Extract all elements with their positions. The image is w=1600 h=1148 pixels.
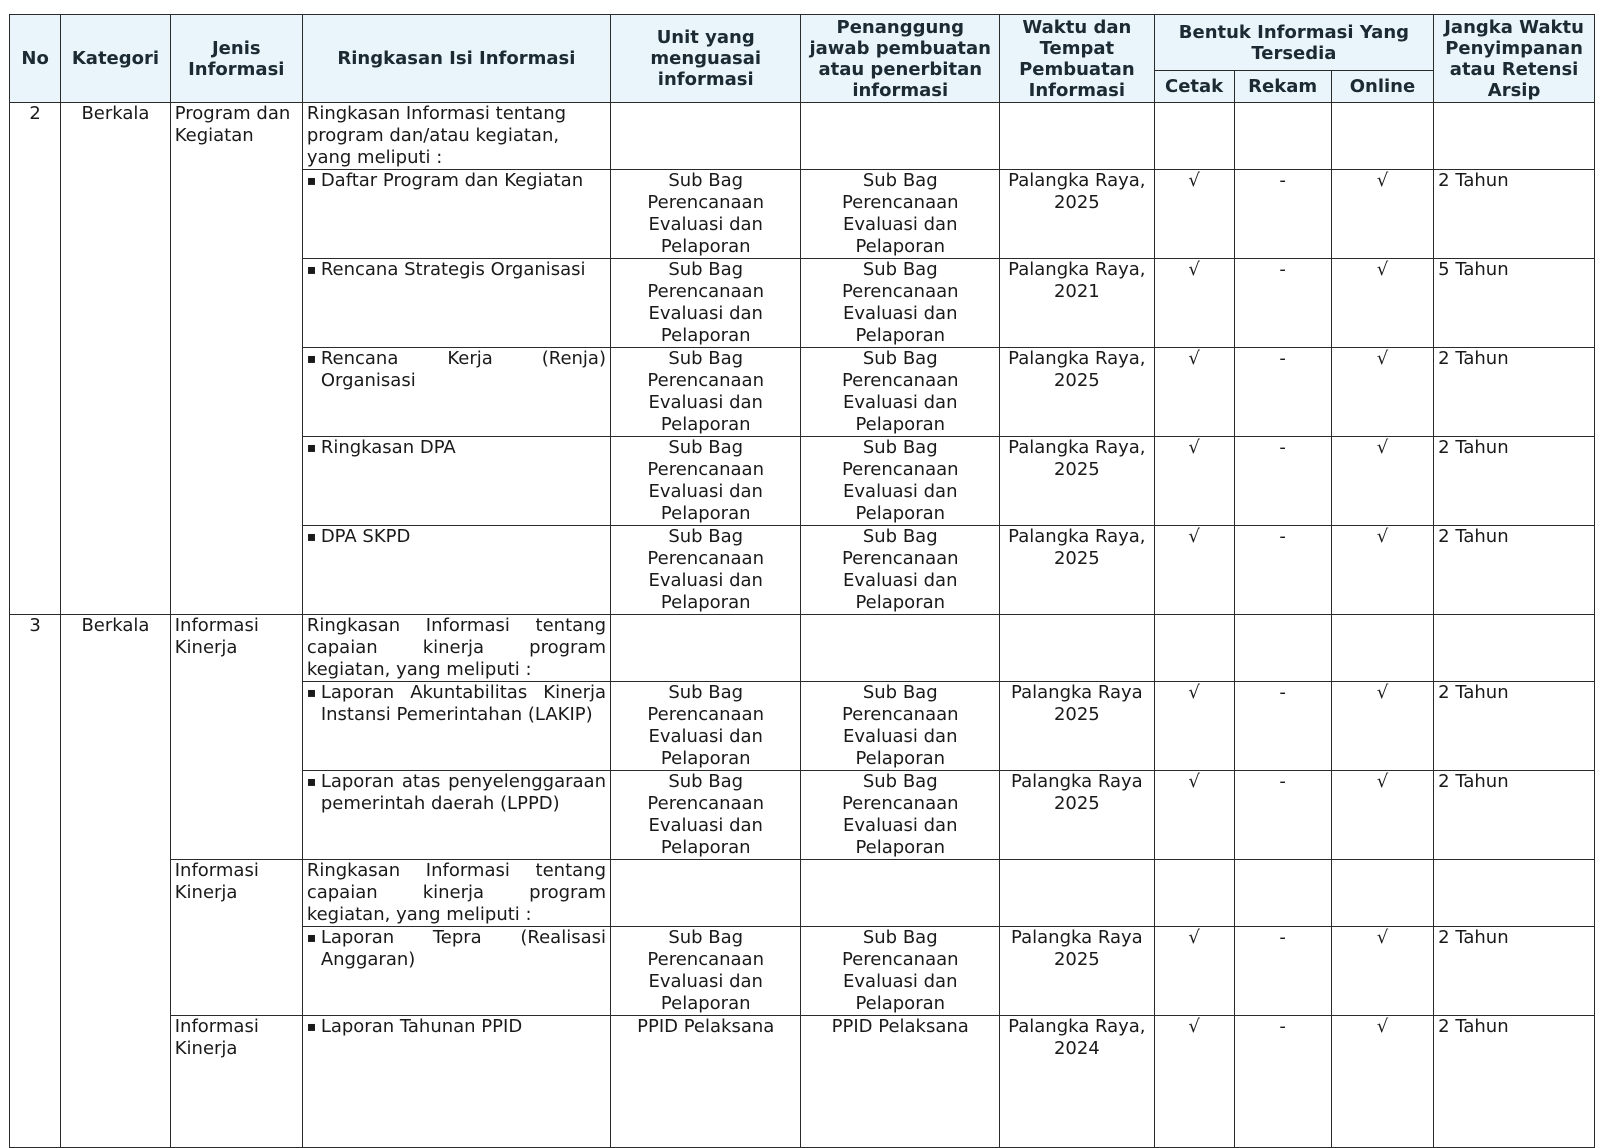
bullet-icon: ▪ [306, 1019, 317, 1035]
item-unit: Sub Bag Perencanaan Evaluasi dan Pelaporan [611, 682, 801, 771]
item-unit: Sub Bag Perencanaan Evaluasi dan Pelaporan [611, 348, 801, 437]
item-rekam: - [1234, 259, 1331, 348]
table-body [10, 103, 1595, 1148]
row-kategori: Berkala [61, 103, 171, 615]
item-waktu: Palangka Raya, 2025 [1000, 526, 1155, 615]
item-text: Rencana Kerja (Renja) Organisasi [320, 348, 606, 391]
row-intro: Ringkasan Informasi tentang capaian kinerja program kegiatan, yang meliputi : [302, 615, 610, 682]
item-unit: Sub Bag Perencanaan Evaluasi dan Pelaporan [611, 437, 801, 526]
item-cetak-check: √ [1154, 348, 1234, 437]
item-cetak-check: √ [1154, 682, 1234, 771]
item-online-check: √ [1331, 1016, 1433, 1148]
item-waktu: Palangka Raya, 2021 [1000, 259, 1155, 348]
item-retensi: 2 Tahun [1434, 170, 1595, 259]
header-waktu-tempat: Waktu dan Tempat Pembuatan Informasi [1000, 15, 1155, 103]
bullet-icon: ▪ [306, 351, 317, 367]
item-online-check: √ [1331, 437, 1433, 526]
item-text: DPA SKPD [320, 526, 411, 547]
item-waktu: Palangka Raya, 2025 [1000, 170, 1155, 259]
item-text: Laporan Tahunan PPID [320, 1016, 523, 1037]
item-waktu: Palangka Raya 2025 [1000, 682, 1155, 771]
item-rekam: - [1234, 1016, 1331, 1148]
item-retensi: 2 Tahun [1434, 1016, 1595, 1148]
row-jenis: Informasi Kinerja [170, 1016, 302, 1148]
item-unit: Sub Bag Perencanaan Evaluasi dan Pelaporan [611, 526, 801, 615]
bullet-icon: ▪ [306, 173, 317, 189]
row-jenis: Informasi Kinerja [170, 615, 302, 860]
table-row [10, 103, 1595, 170]
item-text: Daftar Program dan Kegiatan [320, 170, 584, 191]
bullet-icon: ▪ [306, 774, 317, 790]
table-row [10, 1016, 1595, 1148]
item-unit: Sub Bag Perencanaan Evaluasi dan Pelaporan [611, 170, 801, 259]
item-unit: PPID Pelaksana [611, 1016, 801, 1148]
header-jangka-waktu: Jangka Waktu Penyimpanan atau Retensi Arsip [1434, 15, 1595, 103]
item-online-check: √ [1331, 348, 1433, 437]
header-ringkasan: Ringkasan Isi Informasi [302, 15, 610, 103]
bullet-icon: ▪ [306, 440, 317, 456]
row-number: 2 [10, 103, 61, 615]
row-jenis: Program dan Kegiatan [170, 103, 302, 615]
table-row [10, 615, 1595, 682]
bullet-icon: ▪ [306, 685, 317, 701]
item-online-check: √ [1331, 259, 1433, 348]
row-number: 3 [10, 615, 61, 1148]
header-online: Online [1331, 71, 1433, 103]
item-penanggung-jawab: Sub Bag Perencanaan Evaluasi dan Pelaporan [801, 927, 1000, 1016]
table-row [10, 860, 1595, 927]
item-text: Laporan Akuntabilitas Kinerja Instansi Pemerintahan (LAKIP) [320, 682, 606, 725]
header-kategori: Kategori [61, 15, 171, 103]
item-retensi: 2 Tahun [1434, 682, 1595, 771]
row-intro: Ringkasan Informasi tentang capaian kinerja program kegiatan, yang meliputi : [302, 860, 610, 927]
item-online-check: √ [1331, 927, 1433, 1016]
item-text: Laporan atas penyelenggaraan pemerintah daerah (LPPD) [320, 771, 606, 814]
item-retensi: 2 Tahun [1434, 348, 1595, 437]
item-cetak-check: √ [1154, 259, 1234, 348]
item-retensi: 2 Tahun [1434, 526, 1595, 615]
header-penanggung-jawab: Penanggung jawab pembuatan atau penerbitan informasi [801, 15, 1000, 103]
item-unit: Sub Bag Perencanaan Evaluasi dan Pelaporan [611, 259, 801, 348]
item-waktu: Palangka Raya 2025 [1000, 927, 1155, 1016]
item-penanggung-jawab: Sub Bag Perencanaan Evaluasi dan Pelaporan [801, 526, 1000, 615]
item-rekam: - [1234, 348, 1331, 437]
bullet-icon: ▪ [306, 262, 317, 278]
header-no: No [10, 15, 61, 103]
item-rekam: - [1234, 682, 1331, 771]
item-cetak-check: √ [1154, 1016, 1234, 1148]
item-online-check: √ [1331, 170, 1433, 259]
bullet-icon: ▪ [306, 930, 317, 946]
header-cetak: Cetak [1154, 71, 1234, 103]
item-online-check: √ [1331, 682, 1433, 771]
item-text: Laporan Tepra (Realisasi Anggaran) [320, 927, 606, 970]
item-retensi: 5 Tahun [1434, 259, 1595, 348]
item-penanggung-jawab: PPID Pelaksana [801, 1016, 1000, 1148]
item-retensi: 2 Tahun [1434, 771, 1595, 860]
item-waktu: Palangka Raya 2025 [1000, 771, 1155, 860]
item-rekam: - [1234, 170, 1331, 259]
item-unit: Sub Bag Perencanaan Evaluasi dan Pelaporan [611, 771, 801, 860]
row-kategori: Berkala [61, 615, 171, 1148]
item-penanggung-jawab: Sub Bag Perencanaan Evaluasi dan Pelaporan [801, 771, 1000, 860]
header-rekam: Rekam [1234, 71, 1331, 103]
item-text: Rencana Strategis Organisasi [320, 259, 586, 280]
item-online-check: √ [1331, 771, 1433, 860]
table-header [10, 15, 1595, 103]
item-rekam: - [1234, 437, 1331, 526]
item-waktu: Palangka Raya, 2024 [1000, 1016, 1155, 1148]
header-jenis: Jenis Informasi [170, 15, 302, 103]
item-rekam: - [1234, 771, 1331, 860]
item-online-check: √ [1331, 526, 1433, 615]
item-cetak-check: √ [1154, 170, 1234, 259]
item-penanggung-jawab: Sub Bag Perencanaan Evaluasi dan Pelaporan [801, 259, 1000, 348]
item-cetak-check: √ [1154, 526, 1234, 615]
row-intro: Ringkasan Informasi tentang program dan/atau kegiatan, yang meliputi : [302, 103, 610, 170]
item-rekam: - [1234, 927, 1331, 1016]
item-retensi: 2 Tahun [1434, 927, 1595, 1016]
header-bentuk-informasi: Bentuk Informasi Yang Tersedia [1154, 15, 1434, 71]
item-penanggung-jawab: Sub Bag Perencanaan Evaluasi dan Pelaporan [801, 348, 1000, 437]
item-penanggung-jawab: Sub Bag Perencanaan Evaluasi dan Pelaporan [801, 682, 1000, 771]
item-waktu: Palangka Raya, 2025 [1000, 437, 1155, 526]
item-penanggung-jawab: Sub Bag Perencanaan Evaluasi dan Pelaporan [801, 170, 1000, 259]
row-jenis: Informasi Kinerja [170, 860, 302, 1016]
header-unit: Unit yang menguasai informasi [611, 15, 801, 103]
item-waktu: Palangka Raya, 2025 [1000, 348, 1155, 437]
item-text: Ringkasan DPA [320, 437, 456, 458]
item-retensi: 2 Tahun [1434, 437, 1595, 526]
item-cetak-check: √ [1154, 927, 1234, 1016]
item-unit: Sub Bag Perencanaan Evaluasi dan Pelaporan [611, 927, 801, 1016]
item-rekam: - [1234, 526, 1331, 615]
item-cetak-check: √ [1154, 437, 1234, 526]
bullet-icon: ▪ [306, 529, 317, 545]
information-table [9, 14, 1595, 1148]
item-penanggung-jawab: Sub Bag Perencanaan Evaluasi dan Pelaporan [801, 437, 1000, 526]
item-cetak-check: √ [1154, 771, 1234, 860]
